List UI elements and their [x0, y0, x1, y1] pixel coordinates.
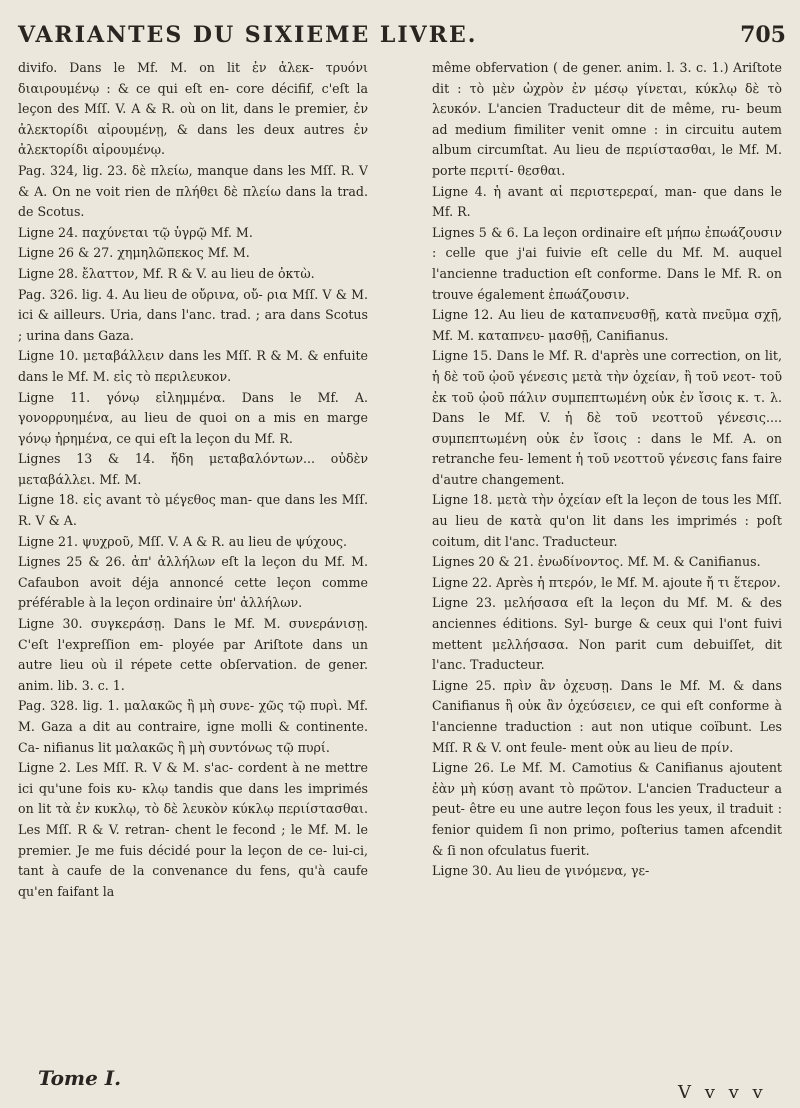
note-paragraph: Ligne 28. ἔλαττον, Mf. R & V. au lieu de ὀκτὼ.: [18, 265, 315, 281]
note-paragraph: Pag. 328. lig. 1. μαλακῶς ἢ μὴ συνε- χῶς τῷ πυρὶ. Mf. M. Gaza a dit au contraire, igne molli & continente. Ca- nifianus lit μαλακῶς ἢ μὴ συντόνως τῷ πυρί.: [18, 698, 368, 755]
note-paragraph: Ligne 25. πρὶν ἂν ὀχευσῃ. Dans le Mf. M. & dans Canifianus ἢ οὐκ ἂν ὀχεύσειεν, ce qui eſt conforme à l'ancienne traduction : aut non utique coïbunt. Les Mſſ. R & V. ont feule- ment οὐκ au lieu de πρίν.: [432, 677, 782, 755]
note-paragraph: Lignes 20 & 21. ἐνωδίνοντος. Mf. M. & Canifianus.: [432, 554, 761, 570]
note-paragraph: Ligne 15. Dans le Mf. R. d'après une correction, on lit, ἡ δὲ τοῦ ᾠοῦ γένεσις μετὰ τὴν ὀχείαν, ἢ τοῦ νεοτ- τοῦ ἐκ τοῦ ᾠοῦ πάλιν συμπεπτωμένη οὐκ ἐν ἴσοις κ. τ. λ. Dans le Mf. V. ἡ δὲ τοῦ νεοττοῦ γένεσις.... συμπεπτωμένη οὐκ ἐν ἴσοις : dans le Mf. A. on retranche feu- lement ἡ τοῦ νεοττοῦ γένεσις fans faire d'autre changement.: [432, 348, 782, 487]
note-paragraph: Ligne 26 & 27. χημηλῶπεκος Mf. M.: [18, 245, 250, 261]
left-column: [18, 58, 368, 1068]
note-paragraph: Ligne 24. παχύνεται τῷ ὑγρῷ Mf. M.: [18, 224, 253, 240]
signature-mark: Tome I.: [38, 1066, 122, 1090]
note-paragraph: Ligne 22. Après ἡ πτερόν, le Mf. M. ajoute ἤ τι ἕτερον.: [432, 574, 781, 590]
note-paragraph: Ligne 23. μελήσασα eſt la leçon du Mf. M. & des anciennes éditions. Syl- burge & ceux qui l'ont fuivi mettent μελλήσασα. Non parit cum debuiſſet, dit l'anc. Traducteur.: [432, 595, 782, 673]
page-number: 705: [740, 22, 786, 48]
running-header: [0, 14, 800, 54]
note-paragraph: Ligne 10. μεταβάλλειν dans les Mſſ. R & M. & enfuite dans le Mf. M. εἰς τὸ περιλευκον.: [18, 348, 368, 384]
note-paragraph: Pag. 324, lig. 23. δὲ πλείω, manque dans les Mſſ. R. V & A. On ne voit rien de πλήθει δὲ πλείω dans la trad. de Scotus.: [18, 162, 368, 220]
note-paragraph: Ligne 21. ψυχροῦ, Mſſ. V. A & R. au lieu de ψύχους.: [18, 533, 348, 549]
catchword: V v v v: [678, 1082, 767, 1103]
note-paragraph: Lignes 5 & 6. La leçon ordinaire eſt μήπω ἐπωάζουσιν : celle que j'ai fuivie eſt celle du Mf. M. auquel l'ancienne traduction eſt conforme. Dans le Mf. R. on trouve également ἐπωάζουσιν.: [432, 224, 782, 302]
note-paragraph: Ligne 30. συγκεράσῃ. Dans le Mf. M. συνεράνισῃ. C'eſt l'expreſſion em- ployée par Ariſtote dans un autre lieu où il répete cette obſervation. de gener. anim. lib. 3. c. 1.: [18, 616, 368, 693]
note-paragraph: Ligne 12. Au lieu de καταπνευσθῇ, κατὰ πνεῦμα σχῇ, Mf. M. καταπνευ- μασθῇ, Canifianus.: [432, 307, 782, 343]
right-column: [432, 58, 782, 1083]
note-paragraph: même obfervation ( de gener. anim. l. 3. c. 1.) Ariſtote dit : τὸ μὲν ὠχρὸν ἐν μέσῳ γίνεται, κύκλῳ δὲ τὸ λευκόν. L'ancien Traducteur dit de même, ru- beum ad medium fimiliter venit omne : in circuitu autem album circumſtat. Au lieu de περιίστασθαι, le Mf. M. porte περιτί- θεσθαι.: [432, 60, 782, 178]
note-paragraph: Pag. 326. lig. 4. Au lieu de οὔρινα, οὔ- ρια Mſſ. V & M. ici & ailleurs. Uria, dans l'anc. trad. ; ara dans Scotus ; urina dans Gaza.: [18, 286, 368, 343]
note-paragraph: Ligne 18. εἰς avant τὸ μέγεθος man- que dans les Mſſ. R. V & A.: [18, 492, 368, 529]
note-paragraph: Ligne 4. ἡ avant αἱ περιστερεραί, man- que dans le Mf. R.: [432, 183, 782, 220]
note-paragraph: divifo. Dans le Mf. M. on lit ἐν ἀλεκ- τρυόνι διαιρουμένῳ : & ce qui eſt en- core décifif, c'eſt la leçon des Mſſ. V. A & R. où on lit, dans le premier, ἐν ἀλεκτορίδι αἱρουμένῃ, & dans les deux autres ἐν ἀλεκτορίδι αἱρουμένῳ.: [18, 60, 368, 158]
note-paragraph: Lignes 13 & 14. ἤδη μεταβαλόντων... οὐδὲν μεταβάλλει. Mf. M.: [18, 451, 368, 487]
note-paragraph: Ligne 11. γόνῳ εἰλημμένα. Dans le Mf. A. γονορρυημένα, au lieu de quoi on a mis en marge γόνῳ ἠρημένα, ce qui eſt la leçon du Mf. R.: [18, 389, 368, 446]
note-paragraph: Ligne 30. Au lieu de γινόμενα, γε-: [432, 863, 650, 879]
running-title: VARIANTES DU SIXIEME LIVRE.: [18, 22, 478, 48]
note-paragraph: Ligne 2. Les Mſſ. R. V & M. s'ac- cordent à ne mettre ici qu'une fois κυ- κλῳ tandis que dans les imprimés on lit τὰ ἐν κυκλῳ, τὸ δὲ λευκὸν κύκλῳ περιίστασθαι. Les Mſſ. R & V. retran- chent le fecond ; le Mf. M. le premier. Je me fuis décidé pour la leçon de ce- lui-ci, tant à caufe de la convenance du fens, qu'à caufe qu'en faifant la: [18, 760, 368, 899]
note-paragraph: Lignes 25 & 26. ἀπ' ἀλλήλων eſt la leçon du Mf. M. Cafaubon avoit déja annoncé cette leçon comme préférable à la leçon ordinaire ὑπ' ἀλλήλων.: [18, 554, 368, 611]
note-paragraph: Ligne 26. Le Mf. M. Camotius & Canifianus ajoutent ἐὰν μὴ κύσῃ avant τὸ πρῶτον. L'ancien Traducteur a peut- être eu une autre leçon fous les yeux, il traduit : fenior quidem ſi non primo, poſterius tamen afcendit & ſi non ofculatus fuerit.: [432, 760, 782, 858]
note-paragraph: Ligne 18. μετὰ τὴν ὀχείαν eſt la leçon de tous les Mſſ. au lieu de κατὰ qu'on lit dans les imprimés : poſt coitum, dit l'anc. Traducteur.: [432, 492, 782, 549]
